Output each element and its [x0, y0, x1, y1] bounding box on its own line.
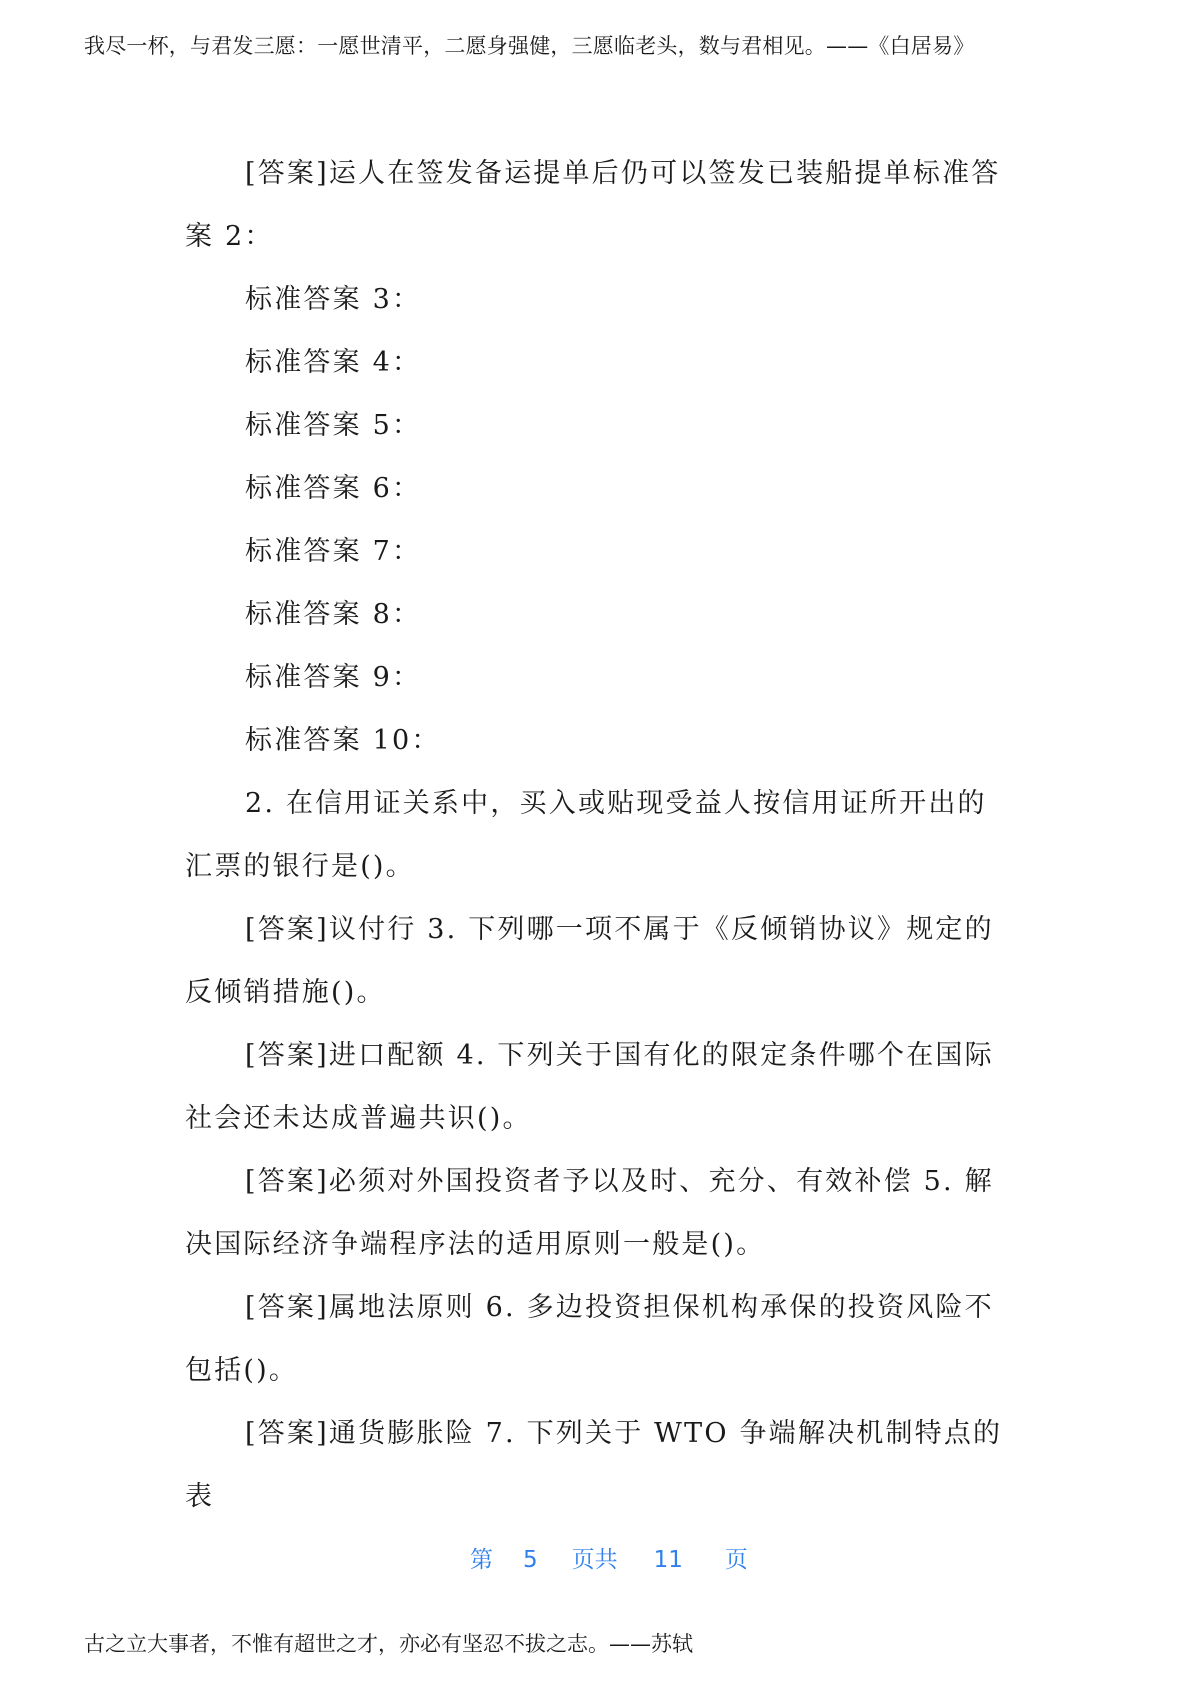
page-number-suffix: 页 [724, 1547, 748, 1573]
paragraph: 标准答案 8： [245, 599, 422, 630]
paragraph: [答案]运人在签发备运提单后仍可以签发已装船提单标准答案 2： [185, 158, 1001, 252]
page-number-total: 11 [653, 1547, 683, 1573]
footer-quote: 古之立大事者，不惟有超世之才，亦必有坚忍不拔之志。——苏轼 [84, 1632, 693, 1656]
page-number-middle: 页共 [571, 1547, 618, 1573]
paragraph: 标准答案 4： [245, 347, 422, 378]
paragraph: [答案]属地法原则 6. 多边投资担保机构承保的投资风险不包括()。 [185, 1292, 994, 1386]
paragraph: [答案]必须对外国投资者予以及时、充分、有效补偿 5. 解决国际经济争端程序法的适用原则一般是()。 [185, 1166, 994, 1260]
paragraph: 标准答案 6： [245, 473, 422, 504]
paragraph: 标准答案 3： [245, 284, 422, 315]
page-number [470, 1541, 748, 1574]
page-number-prefix: 第 [470, 1547, 493, 1573]
document-body [185, 142, 1005, 1528]
paragraph: 标准答案 9： [245, 662, 422, 693]
header-quote: 我尽一杯，与君发三愿：一愿世清平，二愿身强健，三愿临老头，数与君相见。——《白居易》 [84, 34, 975, 58]
paragraph: 标准答案 5： [245, 410, 422, 441]
page-number-current: 5 [523, 1547, 538, 1573]
paragraph: 标准答案 10： [245, 725, 441, 756]
paragraph: [答案]议付行 3. 下列哪一项不属于《反倾销协议》规定的反倾销措施()。 [185, 914, 994, 1008]
paragraph: 2. 在信用证关系中，买入或贴现受益人按信用证所开出的汇票的银行是()。 [185, 788, 987, 882]
paragraph: [答案]通货膨胀险 7. 下列关于 WTO 争端解决机制特点的表 [185, 1418, 1003, 1512]
paragraph: 标准答案 7： [245, 536, 422, 567]
paragraph: [答案]进口配额 4. 下列关于国有化的限定条件哪个在国际社会还未达成普遍共识()。 [185, 1040, 994, 1134]
